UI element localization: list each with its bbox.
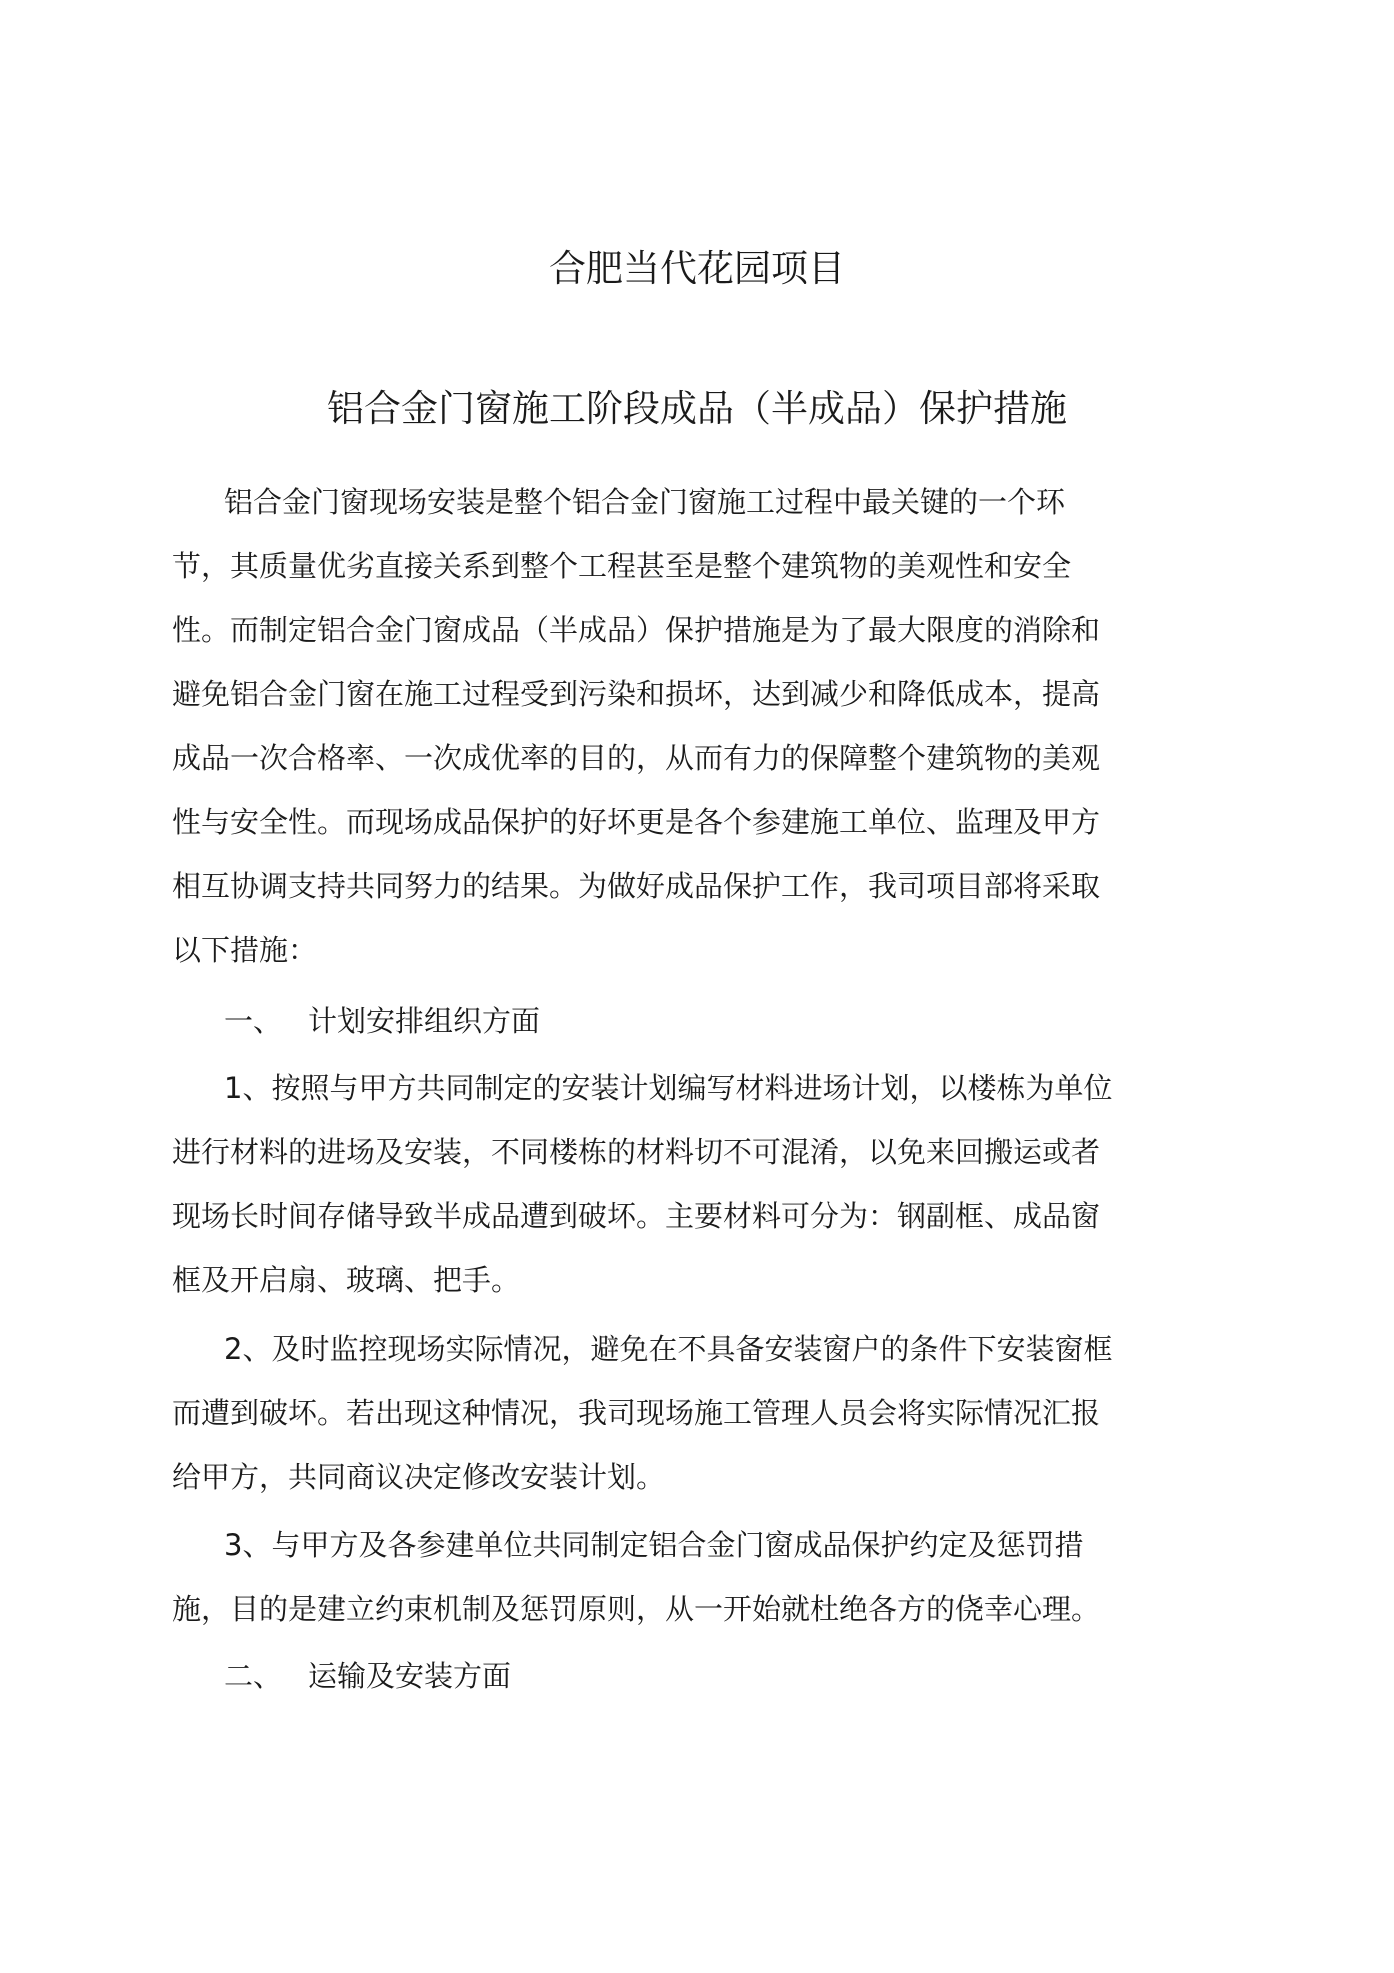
paragraph-line: 2、及时监控现场实际情况，避免在不具备安装窗户的条件下安装窗框: [224, 1332, 1113, 1366]
paragraph-line: 给甲方，共同商议决定修改安装计划。: [172, 1460, 666, 1494]
paragraph-line: 而遭到破坏。若出现这种情况，我司现场施工管理人员会将实际情况汇报: [172, 1396, 1101, 1430]
item-paragraph-3: [172, 1513, 1172, 1641]
paragraph-line: 铝合金门窗现场安装是整个铝合金门窗施工过程中最关键的一个环: [224, 485, 1066, 519]
paragraph-line: 施，目的是建立约束机制及惩罚原则，从一开始就杜绝各方的侥幸心理。: [172, 1592, 1101, 1626]
section-number: 一、: [224, 1004, 283, 1038]
section-number: 二、: [224, 1659, 283, 1693]
paragraph-line: 进行材料的进场及安装，不同楼栋的材料切不可混淆，以免来回搬运或者: [172, 1135, 1101, 1169]
paragraph-line: 性。而制定铝合金门窗成品（半成品）保护措施是为了最大限度的消除和: [172, 613, 1101, 647]
paragraph-line: 框及开启扇、玻璃、把手。: [172, 1263, 521, 1297]
paragraph-line: 1、按照与甲方共同制定的安装计划编写材料进场计划，以楼栋为单位: [224, 1071, 1113, 1105]
section-title: 计划安排组织方面: [308, 1004, 541, 1038]
section-heading-2: [224, 1644, 511, 1708]
section-heading-1: [224, 989, 540, 1053]
paragraph-line: 避免铝合金门窗在施工过程受到污染和损坏，达到减少和降低成本，提高: [172, 677, 1101, 711]
paragraph-line: 性与安全性。而现场成品保护的好坏更是各个参建施工单位、监理及甲方: [172, 805, 1101, 839]
document-title: 合肥当代花园项目: [549, 247, 845, 290]
document-subtitle: 铝合金门窗施工阶段成品（半成品）保护措施: [327, 387, 1067, 430]
paragraph-line: 现场长时间存储导致半成品遭到破坏。主要材料可分为：钢副框、成品窗: [172, 1199, 1101, 1233]
paragraph-line: 相互协调支持共同努力的结果。为做好成品保护工作，我司项目部将采取: [172, 869, 1101, 903]
paragraph-line: 成品一次合格率、一次成优率的目的，从而有力的保障整个建筑物的美观: [172, 741, 1101, 775]
item-paragraph-1: [172, 1056, 1172, 1312]
paragraph-line: 以下措施：: [172, 933, 318, 967]
item-paragraph-2: [172, 1317, 1172, 1509]
intro-paragraph: [172, 470, 1172, 982]
section-title: 运输及安装方面: [308, 1659, 512, 1693]
paragraph-line: 3、与甲方及各参建单位共同制定铝合金门窗成品保护约定及惩罚措: [224, 1528, 1084, 1562]
paragraph-line: 节，其质量优劣直接关系到整个工程甚至是整个建筑物的美观性和安全: [172, 549, 1072, 583]
